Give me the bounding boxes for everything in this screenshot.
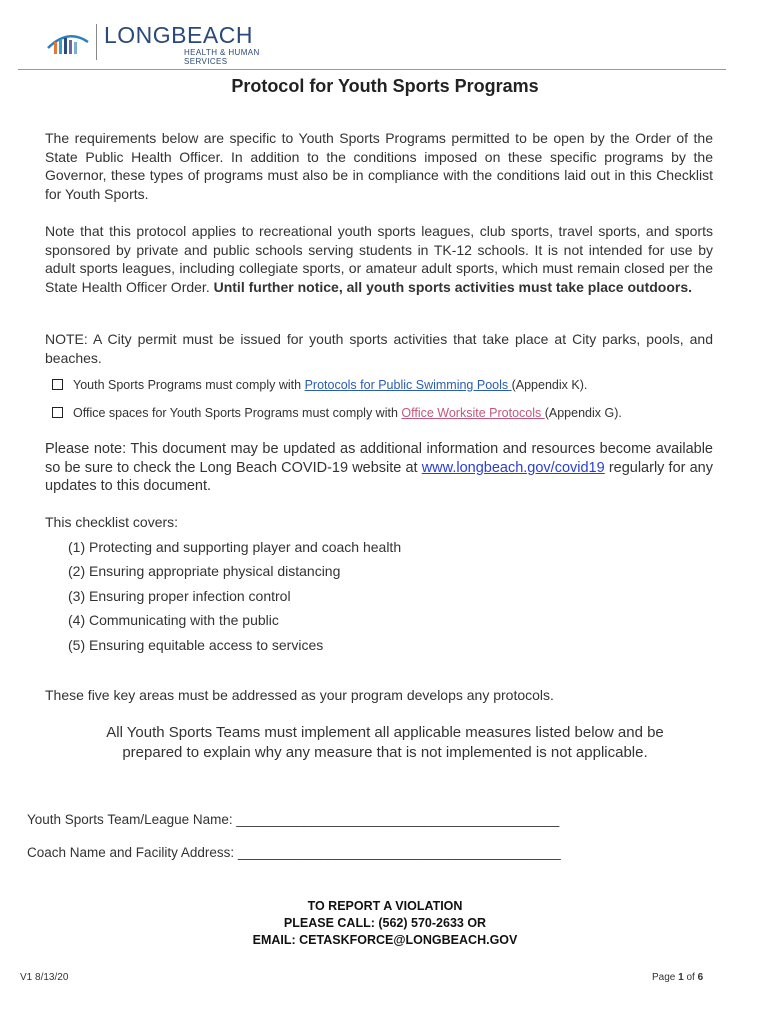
checklist-intro: This checklist covers: — [45, 514, 179, 530]
page-prefix: Page — [652, 972, 679, 983]
checklist-item: (5) Ensuring equitable access to services — [68, 637, 324, 653]
scope-paragraph — [45, 222, 713, 296]
office-protocol-link[interactable]: Office Worksite Protocols — [401, 406, 545, 420]
checklist-item: (3) Ensuring proper infection control — [68, 588, 291, 604]
outdoors-notice: Until further notice, all youth sports activities must take place outdoors. — [213, 278, 693, 295]
version-label: V1 8/13/20 — [20, 972, 69, 983]
covid19-website-link[interactable]: www.longbeach.gov/covid19 — [421, 459, 605, 476]
coach-field — [27, 845, 561, 860]
report-phone: PLEASE CALL: (562) 570-2633 OR — [283, 916, 487, 930]
bullet-office — [52, 406, 712, 420]
checklist-item: (4) Communicating with the public — [68, 612, 279, 628]
update-suffix: regularly for any updates to this document. — [45, 459, 713, 494]
team-name-blank[interactable]: ___________________________________________ — [236, 812, 560, 827]
bullet-text: Office spaces for Youth Sports Programs must comply with — [73, 406, 402, 420]
page-number: 1 — [678, 972, 684, 983]
pools-protocol-link[interactable]: Protocols for Public Swimming Pools — [304, 378, 512, 392]
report-heading: TO REPORT A VIOLATION — [307, 899, 463, 913]
bullet-suffix: (Appendix G). — [544, 406, 622, 420]
page-of: of — [683, 972, 698, 983]
logo-divider — [96, 24, 97, 60]
page-indicator — [652, 972, 703, 983]
bullet-text: Youth Sports Programs must comply with — [73, 378, 305, 392]
key-areas-text: These five key areas must be addressed as your program develops any protocols. — [45, 687, 554, 703]
checklist-item: (2) Ensuring appropriate physical distancing — [68, 563, 341, 579]
scope-text: Note that this protocol applies to recreational youth sports leagues, club sports, travel sports, and sports sponsored by private and public schools serving students in TK-12 schools. It is not intended for use by adult sports leagues, including collegiate sports, or amateur adult sports, which must remain closed per the State Health Officer Order. — [45, 223, 713, 295]
header-rule — [18, 69, 726, 70]
bullet-pools — [52, 378, 712, 392]
intro-paragraph: The requirements below are specific to Youth Sports Programs permitted to be open by the Order of the State Public Health Officer. In addition to the conditions imposed on these specific programs by the Governor, these types of programs must also be in compliance with the conditions laid out in this Checklist for Youth Sports. — [45, 130, 713, 202]
bullet-suffix: (Appendix K). — [511, 378, 588, 392]
coach-label: Coach Name and Facility Address: — [27, 845, 235, 860]
logo-wordmark: LONGBEACH — [104, 22, 253, 48]
checkbox-icon — [52, 407, 63, 418]
team-name-label: Youth Sports Team/League Name: — [27, 812, 233, 827]
logo-bars-icon — [46, 32, 90, 54]
page-total: 6 — [697, 972, 704, 983]
logo-subtitle: HEALTH & HUMAN SERVICES — [184, 48, 260, 66]
report-email: EMAIL: CETASKFORCE@LONGBEACH.GOV — [252, 933, 518, 947]
implementation-statement: All Youth Sports Teams must implement all applicable measures listed below and be prepared to explain why any measure that is not implemented is not applicable. — [106, 724, 664, 761]
update-text: Please note: This document may be updated as additional information and resources become available so be sure to check the Long Beach COVID-19 website at — [45, 441, 713, 476]
checkbox-icon — [52, 379, 63, 390]
permit-note: NOTE: A City permit must be issued for youth sports activities that take place at City parks, pools, and beaches. — [45, 331, 713, 366]
update-notice — [45, 440, 713, 496]
violation-report-block — [0, 898, 770, 949]
longbeach-logo — [46, 22, 276, 66]
team-name-field — [27, 812, 559, 827]
document-title: Protocol for Youth Sports Programs — [231, 76, 539, 96]
checklist-item: (1) Protecting and supporting player and coach health — [68, 539, 402, 555]
coach-blank[interactable]: ___________________________________________ — [237, 845, 561, 860]
